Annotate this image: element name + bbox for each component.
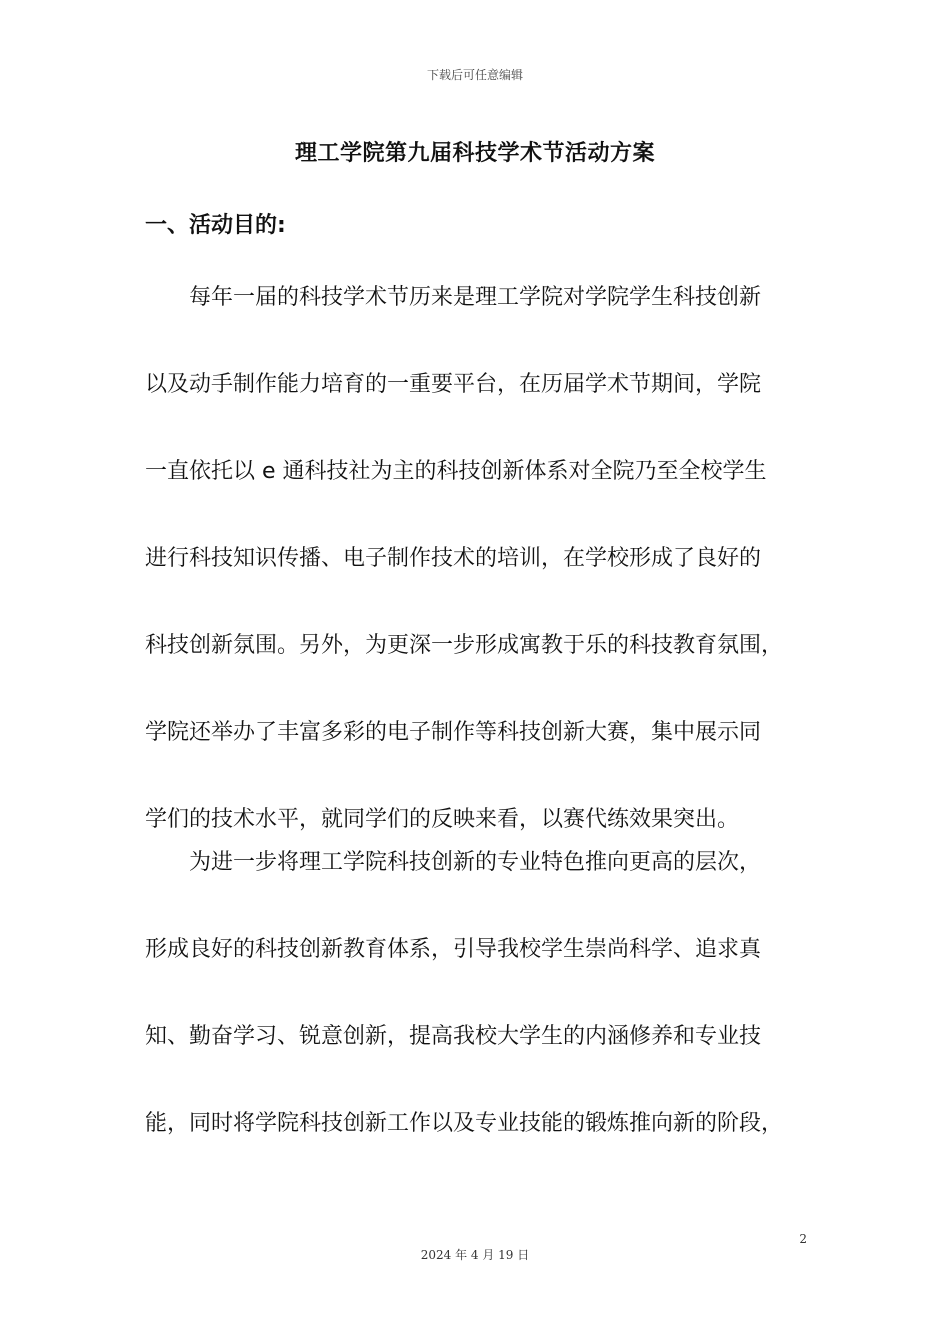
paragraph-line: 知、勤奋学习、锐意创新，提高我校大学生的内涵修养和专业技 (145, 1024, 762, 1049)
paragraph-line: 一直依托以 e 通科技社为主的科技创新体系对全院乃至全校学生 (145, 459, 767, 484)
section-heading-purpose: 一、活动目的: (145, 213, 286, 238)
paragraph-line: 为进一步将理工学院科技创新的专业特色推向更高的层次， (189, 850, 762, 875)
paragraph-line: 学们的技术水平，就同学们的反映来看，以赛代练效果突出。 (145, 807, 740, 832)
paragraph-line: 形成良好的科技创新教育体系，引导我校学生崇尚科学、追求真 (145, 937, 762, 962)
page-footer-date: 2024 年 4 月 19 日 (420, 1248, 530, 1262)
page-header: 下载后可任意编辑 (426, 68, 523, 82)
page-number: 2 (799, 1232, 807, 1246)
paragraph-line: 学院还举办了丰富多彩的电子制作等科技创新大赛，集中展示同 (145, 720, 762, 745)
paragraph-line: 以及动手制作能力培育的一重要平台，在历届学术节期间，学院 (145, 372, 762, 397)
paragraph-line: 进行科技知识传播、电子制作技术的培训，在学校形成了良好的 (145, 546, 762, 571)
paragraph-line: 每年一届的科技学术节历来是理工学院对学院学生科技创新 (189, 285, 762, 310)
paragraph-line: 科技创新氛围。另外，为更深一步形成寓教于乐的科技教育氛围， (145, 633, 784, 658)
paragraph-2 (145, 848, 815, 1196)
paragraph-line: 能，同时将学院科技创新工作以及专业技能的锻炼推向新的阶段， (145, 1111, 784, 1136)
paragraph-1 (145, 283, 815, 892)
document-title: 理工学院第九届科技学术节活动方案 (294, 141, 655, 166)
